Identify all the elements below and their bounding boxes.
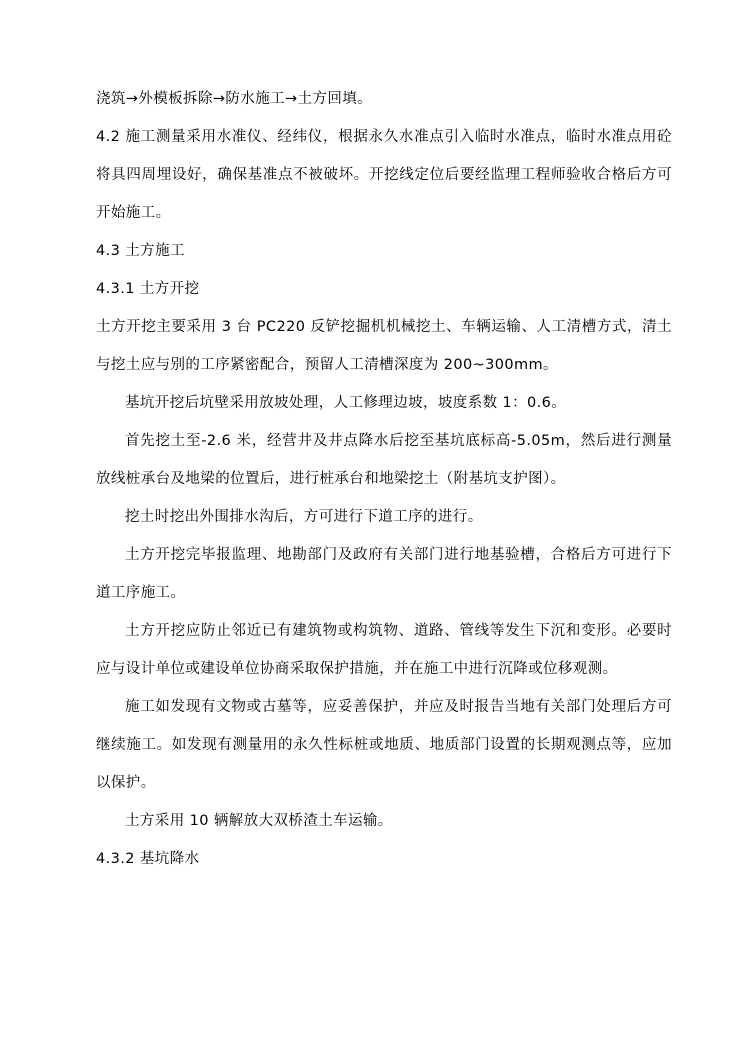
paragraph-transport-trucks: 土方采用 10 辆解放大双桥渣土车运输。 (125, 813, 393, 829)
paragraph-excavation-depth: 首先挖土至-2.6 米，经营井及井点降水后挖至基坑底标高-5.05m，然后进行测量放线桩承台及地梁的位置后，进行桩承台和地梁挖土（附基坑支护图）。 (96, 433, 672, 487)
document-body (96, 80, 672, 878)
paragraph-protect-adjacent: 土方开挖应防止邻近已有建筑物或构筑物、道路、管线等发生下沉和变形。必要时应与设计单位或建设单位协商采取保护措施，并在施工中进行沉降或位移观测。 (96, 623, 672, 677)
heading-4-3: 4.3 土方施工 (96, 243, 185, 259)
paragraph-slope-treatment: 基坑开挖后坑壁采用放坡处理，人工修理边坡，坡度系数 1：0.6。 (125, 395, 567, 411)
paragraph-inspection: 土方开挖完毕报监理、地勘部门及政府有关部门进行地基验槽，合格后方可进行下道工序施工。 (96, 547, 672, 601)
heading-4-3-1: 4.3.1 土方开挖 (96, 281, 200, 297)
paragraph-4-2-survey: 4.2 施工测量采用水准仪、经纬仪，根据永久水准点引入临时水准点，临时水准点用砼将具四周埋设好，确保基准点不被破坏。开挖线定位后要经监理工程师验收合格后方可开始施工。 (96, 129, 672, 221)
paragraph-excavation-method: 土方开挖主要采用 3 台 PC220 反铲挖掘机机械挖土、车辆运输、人工清槽方式，清土与挖土应与别的工序紧密配合，预留人工清槽深度为 200~300mm。 (96, 319, 672, 373)
paragraph-drainage-ditch: 挖土时挖出外围排水沟后，方可进行下道工序的进行。 (125, 509, 483, 525)
heading-4-3-2: 4.3.2 基坑降水 (96, 851, 200, 867)
paragraph-relics-protection: 施工如发现有文物或古墓等，应妥善保护，并应及时报告当地有关部门处理后方可继续施工。如发现有测量用的永久性标桩或地质、地质部门设置的长期观测点等，应加以保护。 (96, 699, 672, 791)
paragraph-process-flow: 浇筑→外模板拆除→防水施工→土方回填。 (96, 91, 373, 107)
